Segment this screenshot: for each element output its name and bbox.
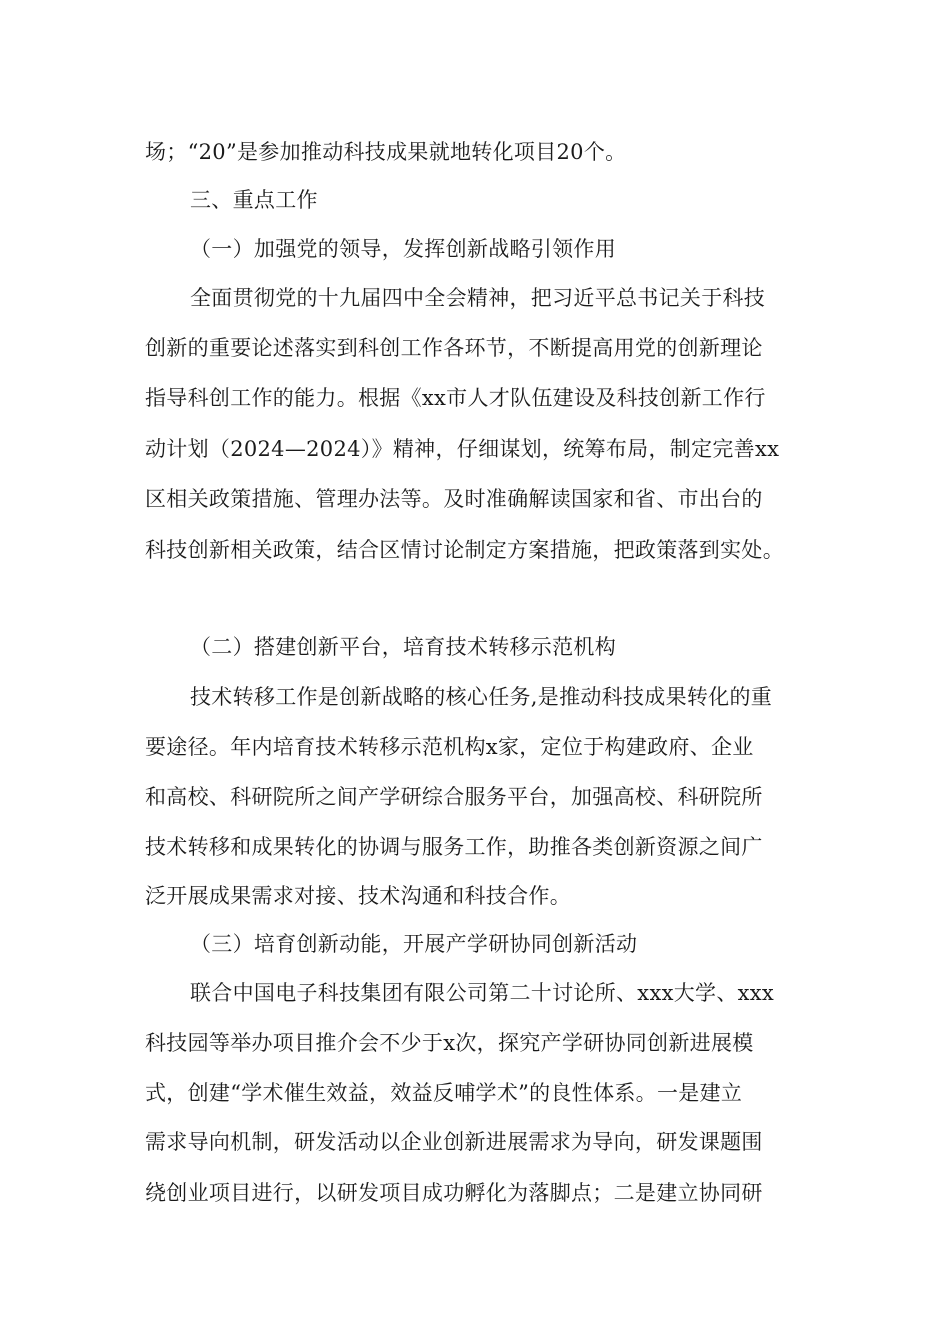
paragraph-line: 动计划（2024—2024）》精神，仔细谋划，统筹布局，制定完善xx [145,437,780,461]
paragraph-line: 式，创建“学术催生效益，效益反哺学术”的良性体系。一是建立 [145,1081,743,1105]
paragraph-line: 联合中国电子科技集团有限公司第二十讨论所、xxx大学、xxx [190,981,775,1005]
paragraph-line: 绕创业项目进行，以研发项目成功孵化为落脚点；二是建立协同研 [145,1181,763,1205]
subsection-heading: （三）培育创新动能，开展产学研协同创新活动 [190,932,638,956]
paragraph-line: 科技园等举办项目推介会不少于x次，探究产学研协同创新进展模 [145,1031,754,1055]
paragraph-line: 泛开展成果需求对接、技术沟通和科技合作。 [145,884,571,908]
paragraph-line: 技术转移工作是创新战略的核心任务,是推动科技成果转化的重 [190,685,773,709]
paragraph-line: 全面贯彻党的十九届四中全会精神，把习近平总书记关于科技 [190,286,766,310]
paragraph-line: 创新的重要论述落实到科创工作各环节，不断提高用党的创新理论 [145,336,763,360]
subsection-heading: （二）搭建创新平台，培育技术转移示范机构 [190,635,616,659]
section-heading: 三、重点工作 [190,188,318,212]
paragraph-line: 指导科创工作的能力。根据《xx市人才队伍建设及科技创新工作行 [145,386,766,410]
paragraph-line: 和高校、科研院所之间产学研综合服务平台，加强高校、科研院所 [145,785,763,809]
paragraph-line: 需求导向机制，研发活动以企业创新进展需求为导向，研发课题围 [145,1130,763,1154]
paragraph-line: 技术转移和成果转化的协调与服务工作，助推各类创新资源之间广 [145,835,763,859]
subsection-heading: （一）加强党的领导，发挥创新战略引领作用 [190,237,616,261]
paragraph-line: 区相关政策措施、管理办法等。及时准确解读国家和省、市出台的 [145,487,763,511]
text-line: 场；“20”是参加推动科技成果就地转化项目20个。 [145,140,627,164]
paragraph-line: 科技创新相关政策，结合区情讨论制定方案措施，把政策落到实处。 [145,538,784,562]
paragraph-line: 要途径。年内培育技术转移示范机构x家，定位于构建政府、企业 [145,735,754,759]
